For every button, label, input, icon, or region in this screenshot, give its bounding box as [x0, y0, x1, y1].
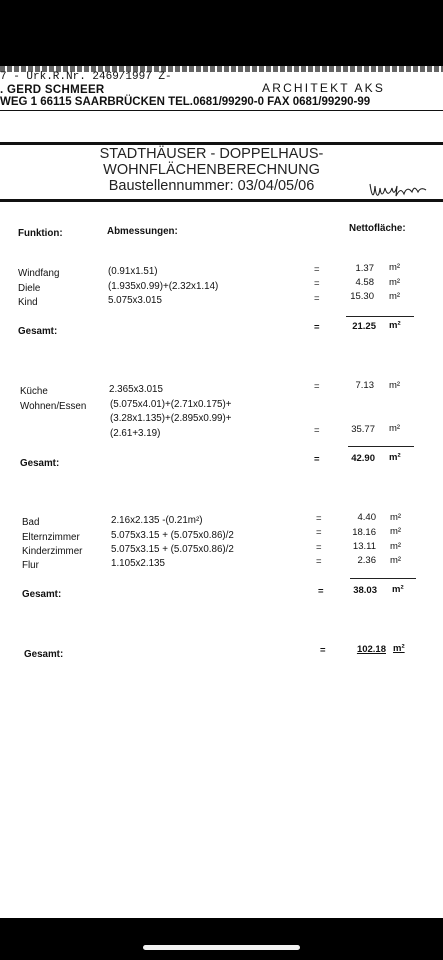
- subtotal-rule: [348, 446, 414, 447]
- office-address: WEG 1 66115 SAARBRÜCKEN TEL.0681/99290-0 FAX 0681/99290-99: [0, 96, 371, 108]
- group-total-label: Gesamt:: [20, 458, 60, 469]
- col-header-abmessungen: Abmessungen:: [107, 226, 178, 237]
- grand-total-label: Gesamt:: [24, 649, 64, 660]
- site-number: Baustellennummer: 03/04/05/06: [108, 178, 315, 194]
- group-total-label: Gesamt:: [22, 589, 62, 600]
- document-page: 7 - Urk.R.Nr. 2469/1997 Z- . GERD SCHMEER ARCHITEKT AKS WEG 1 66115 SAARBRÜCKEN TEL.0681/99290-0 FAX 0681/99290-99 STADTHÄUSER - DOPPELHAUS- WOHNFLÄCHENBERECHNUNG Baustellennummer: 03/04/05/06 Funktion: Abmessungen: Nettofläche: Windfang (0.91x1.51) = 1.37 m² Diele (1.935x0.99)+(2.32x1.14) = 4.58 m² Kind 5.075x3.015 = 15.30 m² Gesamt: = 21.25 m² Küche 2.365x3.015 = 7.13 m² Wohnen/Essen (5.075x4.01)+(2.71x0.175)+ (3.28x1.135)+(2.895x0.99)+ (2.61+3.19) = 35.77 m² Gesamt: = 42.90 m² Bad 2.16x2.135 -(0.21m²) = 4.40 m² Elternzimmer 5.075x3.15 + (5.075x0.86)/2 = 18.16 m² Kinderzimmer 5.075x3.15 + (5.075x0.86)/2 = 13.11 m² Flur 1.105x2.135 = 2.36 m² Gesamt: = 38.03 m² Gesamt: = 102.18 m²: [0, 66, 443, 918]
- header-rule: [0, 110, 443, 111]
- title-rule-bottom: [0, 199, 443, 202]
- col-header-nettoflaeche: Nettofläche:: [349, 223, 406, 234]
- architect-title: ARCHITEKT AKS: [262, 81, 386, 95]
- document-title-line1: STADTHÄUSER - DOPPELHAUS-: [99, 146, 324, 162]
- document-title-line2: WOHNFLÄCHENBERECHNUNG: [103, 162, 320, 178]
- group-total-value: 42.90: [351, 453, 375, 464]
- home-indicator[interactable]: [143, 945, 300, 950]
- subtotal-rule: [346, 316, 414, 317]
- title-rule-top: [0, 142, 443, 145]
- owner-name: . GERD SCHMEER: [0, 84, 105, 96]
- subtotal-rule: [350, 578, 416, 579]
- group-total-label: Gesamt:: [18, 326, 58, 337]
- grand-total-value: 102.18: [356, 644, 386, 655]
- register-number: 7 - Urk.R.Nr. 2469/1997 Z-: [0, 71, 172, 83]
- status-bar: [0, 0, 443, 66]
- col-header-funktion: Funktion:: [18, 228, 63, 239]
- group-total-value: 38.03: [353, 585, 377, 596]
- bottom-bar: [0, 918, 443, 960]
- group-total-value: 21.25: [352, 321, 376, 332]
